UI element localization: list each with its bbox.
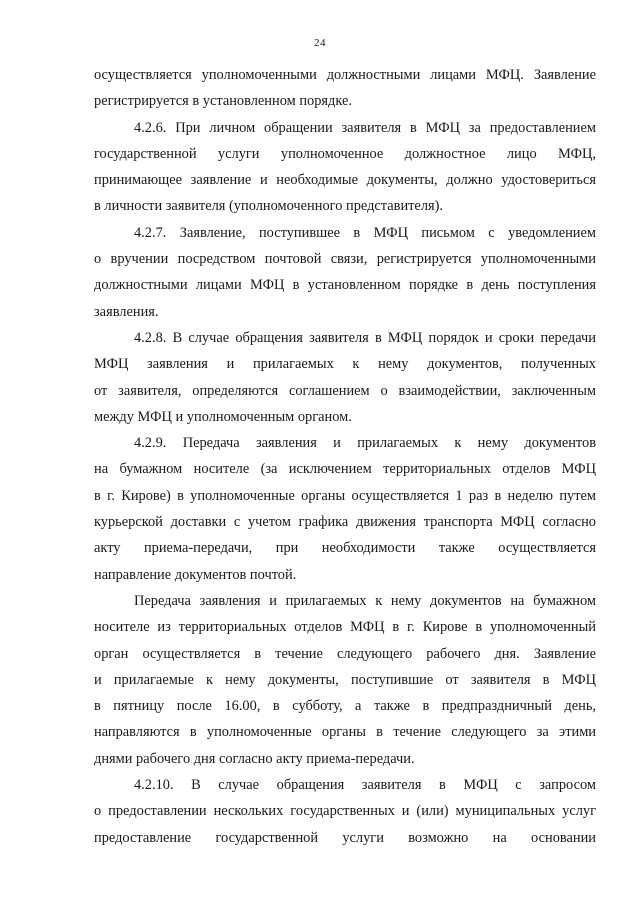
- text-line: о предоставлении нескольких государственных и (или) муниципальных услуг: [94, 803, 596, 820]
- text-line: предоставление государственной услуги возможно на основании: [94, 829, 596, 846]
- text-line: регистрируется в установленном порядке.: [94, 93, 352, 110]
- text-line: и прилагаемые к нему документы, поступившие от заявителя в МФЦ: [94, 671, 596, 688]
- text-line: на бумажном носителе (за исключением территориальных отделов МФЦ: [94, 461, 596, 478]
- text-line: 4.2.9. Передача заявления и прилагаемых к нему документов: [134, 435, 596, 452]
- text-line: должностными лицами МФЦ в установленном порядке в день поступления: [94, 277, 596, 294]
- text-line: в г. Кирове) в уполномоченные органы осуществляется 1 раз в неделю путем: [94, 487, 596, 504]
- text-line: 4.2.10. В случае обращения заявителя в МФЦ с запросом: [134, 777, 596, 794]
- text-line: 4.2.7. Заявление, поступившее в МФЦ письмом с уведомлением: [134, 224, 596, 241]
- text-line: днями рабочего дня согласно акту приема-передачи.: [94, 750, 415, 767]
- page-number: 24: [314, 37, 326, 49]
- text-line: от заявителя, определяются соглашением о взаимодействии, заключенным: [94, 382, 596, 399]
- text-line: о вручении посредством почтовой связи, регистрируется уполномоченными: [94, 251, 596, 268]
- text-line: 4.2.6. При личном обращении заявителя в МФЦ за предоставлением: [134, 119, 596, 136]
- text-line: МФЦ заявления и прилагаемых к нему документов, полученных: [94, 356, 596, 373]
- text-line: акту приема-передачи, при необходимости также осуществляется: [94, 540, 596, 557]
- text-line: направляются в уполномоченные органы в течение следующего за этими: [94, 724, 596, 741]
- text-line: принимающее заявление и необходимые документы, должно удостовериться: [94, 172, 596, 189]
- text-line: в пятницу после 16.00, в субботу, а также в предпраздничный день,: [94, 698, 596, 715]
- text-line: в личности заявителя (уполномоченного представителя).: [94, 198, 444, 215]
- text-line: орган осуществляется в течение следующего рабочего дня. Заявление: [94, 645, 596, 662]
- text-line: между МФЦ и уполномоченным органом.: [94, 408, 352, 425]
- text-line: заявления.: [94, 303, 159, 320]
- text-line: Передача заявления и прилагаемых к нему документов на бумажном: [134, 592, 596, 609]
- text-line: курьерской доставки с учетом графика движения транспорта МФЦ согласно: [94, 514, 596, 531]
- text-line: государственной услуги уполномоченное должностное лицо МФЦ,: [94, 145, 596, 162]
- text-line: направление документов почтой.: [94, 566, 297, 583]
- text-line: осуществляется уполномоченными должностными лицами МФЦ. Заявление: [94, 67, 596, 83]
- text-line: 4.2.8. В случае обращения заявителя в МФЦ порядок и сроки передачи: [134, 329, 596, 346]
- text-line: носителе из территориальных отделов МФЦ в г. Кирове в уполномоченный: [94, 619, 596, 636]
- document-body: [94, 62, 596, 851]
